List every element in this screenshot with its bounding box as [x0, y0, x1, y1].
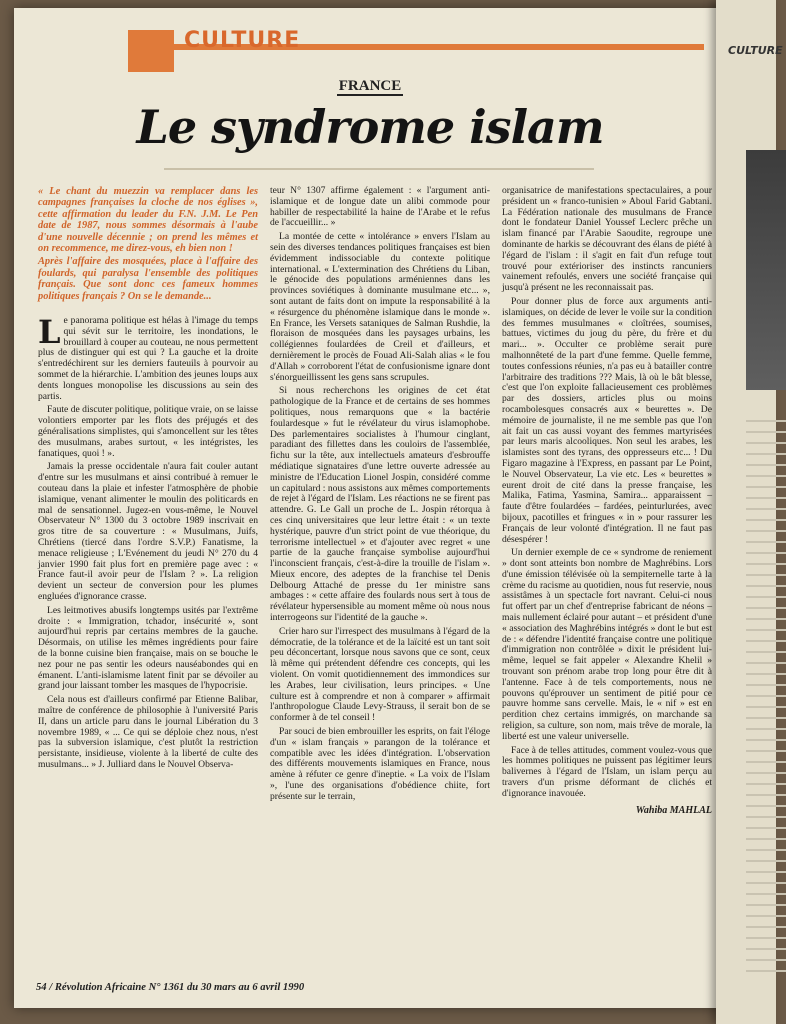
lead-paragraph: [38, 313, 258, 402]
column-3: [502, 186, 712, 816]
paragraph: Crier haro sur l'irrespect des musulmans à l'égard de la démocratie, de la tolérance et de la laïcité est un tant soit peu déconcertant, lorsque nous savons que ce sont, ceux là même qui prétendent défendre ces concepts, qui les violent. On vomit quotidiennement des immondices sur les Arabes, leur civilisation, leurs principes. « Une culture est à comprendre et non à comparer » affirmait l'anthropologue Claude Levy-Strauss, il serait bon de se conformer à de tel conseil !: [270, 625, 490, 724]
chapo-paragraph: « Le chant du muezzin va remplacer dans les campagnes françaises la cloche de nos églises », cette affirmation du leader du F.N. J.M. Le Pen date de 1987, nous sommes désormais à l'aube d'une nouvelle décennie ; on prend les mêmes et on recommence, me direz-vous, eh bien non !: [38, 186, 258, 255]
paragraph: Un dernier exemple de ce « syndrome de reniement » dont sont atteints bon nombre de Maghrébins. Lors d'une émission télévisée où la sempiternelle tarte à la crème du racisme au quotidien, nous fut reservie, nous assistâmes à un spectacle fort navrant. Celui-ci nous fut offert par un chef d'entreprise fabricant de néons – mais nullement éclairé pour autant – et président d'une « association des Maghrébins intégrés » dont le but est de : « défendre l'identité française contre une politique d'immigration non contrôlée » dixit le président lui-même, lequel se fait appeler « Alexandre Khelil » trouvant son prénom arabe trop long pour être dit à l'antenne. Face à de tels comportements, nous ne pouvons qu'éprouver un sentiment de pitié pour ce pauvre homme sans cervelle. Mais, le « nif » est en perdition chez certains immigrés, on marchande sa religion, sa culture, son nom, mais trêve de morale, la liberté est une valeur universelle.: [502, 547, 712, 742]
lead-text: e panorama politique est hélas à l'image du temps qui sévit sur le territoire, les inondations, le brouillard à couper au couteau, ne nous permettent plus de distinguer qui est qui ? La gauche et la droite s'entredéchirent sur les derniers fauteuils à pourvoir au sommet de la hiérarchie. L'ambition des jeunes loups aux dents longues monopolise les discussions au sein des partis.: [38, 315, 258, 402]
kicker-text: FRANCE: [338, 78, 402, 94]
adjacent-page-photo: [746, 150, 786, 390]
column-1: [38, 186, 258, 774]
paragraph: Cela nous est d'ailleurs confirmé par Etienne Balibar, maître de conférence de philosophie à l'université Paris II, dans un article paru dans le journal Libération du 3 novembre 1989, « ... Ce qui se déploie chez nous, n'est pas la subversion islamique, c'est plutôt la restriction persistante, insidieuse, violente à la liberté de culte des musulmans... » J. Julliard dans le Nouvel Observa-: [38, 694, 258, 770]
dropcap: L: [38, 313, 61, 352]
headline: Le syndrome islam: [136, 100, 604, 154]
chapo: [38, 186, 258, 302]
paragraph: organisatrice de manifestations spectaculaires, a pour président un « franco-tunisien » Aboul Farid Gabtani. La Fédération nationale des musulmans de France dont le fondateur Daniel Youssef Leclerc prêche un islam financé par l'Arabie Saoudite, regroupe une dominante de harkis se découvrant des élans de piété à l'égard de l'islam : il s'agit en fait d'un refuge tout trouvé pour extérioriser des instincts rancuniers vainement refoulés, envers une société française qui jusqu'à présent ne les reconnaissait pas.: [502, 185, 712, 294]
paragraph: Face à de telles attitudes, comment voulez-vous que les hommes politiques ne puissent pas légitimer leurs balivernes à l'égard de l'Islam, un islam perçu au travers d'un prisme déformant de clichés et d'ignorance inavouée.: [502, 744, 712, 799]
paragraph: Faute de discuter politique, politique vraie, on se laisse volontiers emporter par les flots des préjugés et des généralisations simplistes, qui s'amoncellent sur les têtes des musulmans, arabes surtout, « les intégristes, les fanatiques, quoi ! ».: [38, 404, 259, 459]
paragraph: teur N° 1307 affirme également : « l'argument anti-islamique et de longue date un alibi commode pour habiller de respectabilité la haine de l'Arabe et le refus de l'accueillir... »: [270, 185, 490, 229]
page-footer: 54 / Révolution Africaine N° 1361 du 30 mars au 6 avril 1990: [36, 982, 305, 993]
paragraph: Pour donner plus de force aux arguments anti-islamiques, on décide de lever le voile sur la condition des femmes musulmanes « cloîtrées, soumises, battues, victimes du joug du père, du frère et du mari... ». Occulter ce problème serait pure malhonnêteté de la part d'une femme. Quelle femme, toutes confessions réunies, n'a pas eu à batailler contre l'arbitraire des traditions ??? Mais, là où le bât blesse, c'est que l'on exploite fallacieusement ces problèmes par des dossiers, articles plus ou moins rocambolesques consacrés aux « beurettes ». De mémoire de journaliste, il ne me semble pas que l'on ait fait un cas aussi voyant des femmes martyrisées par leurs maris alcooliques. Non seul les arabes, les islamistes sont des tyrans, des oppresseurs etc... ! Du Figaro magazine à l'Express, en passant par Le Point, le Nouvel Observateur, La vie etc. Les « beurettes » eurent droit de cité dans la presse française, les Malika, Fatima, Yasmina, Samira... apparaissent – faute d'être foulardées – fardées, peinturlurées, avec bijoux, pacotilles et fringues « in » pour rassurer les Français de leur volonté d'intégration. Il ne faut pas désespérer !: [502, 295, 712, 545]
rubric-block: [128, 30, 174, 72]
adjacent-page-text: [746, 420, 786, 980]
adjacent-page: [716, 0, 783, 1024]
paragraph: La montée de cette « intolérance » envers l'Islam au sein des diverses tendances politiques françaises est bien évidemment indissociable du contexte politique international. « L'extermination des Chrétiens du Liban, le génocide des populations arméniennes dans les provinces soviétiques à dominante musulmane etc... », sont autant de faits dont on impute la responsabilité à la « résurgence du phénomène islamique dans le monde ». En France, les Versets sataniques de Salman Rushdie, la floraison de mosquées dans les paysages urbains, les collégiennes foulardées de Creil et d'ailleurs, et dernièrement le procès de Fouad Ali-Salah alias « le fou d'Allah » corroborent l'état de confusionisme ignare dont s'énorgueillissent les gens sans scrupules.: [270, 231, 490, 383]
headline-rule: [164, 168, 594, 170]
column-2: [270, 186, 490, 806]
paragraph: Jamais la presse occidentale n'aura fait couler autant d'entre sur les musulmans et ainsi contribué à remuer le couteau dans la plaie et infester l'atmosphère de phobie islamique, venant alimenter le moulin des politicards en mal de sensationnel. Jugez-en vous-même, le Nouvel Observateur N° 1300 du 3 octobre 1989 inscrivait en gros titre de sa couverture : « Musulmans, Juifs, Chrétiens (tiercé dans l'ordre S.V.P.) Fanatisme, la menace religieuse ; L'Evénement du jeudi N° 270 du 4 janvier 1990 fait plus fort en première page avec : « France faut-il avoir peur de l'Islam ? ». La religion devient un secteur de conversion pour les plumes engluées d'ignorance crasse.: [38, 461, 258, 602]
paragraph: Les leitmotives abusifs longtemps usités par l'extrême droite : « Immigration, tchador, insécurité », sont aujourd'hui repris par certains membres de la gauche. Désormais, on utilise les mêmes ingrédients pour faire de la bonne cuisine bien française, mais on se bouche le nez pour ne pas sentir les odeurs nauséabondes qui en émanent. L'anti-islamisme latent finit par se dévoiler au grand jour laissant tomber les masques de l'hypocrisie.: [38, 604, 258, 692]
chapo-paragraph: Après l'affaire des mosquées, place à l'affaire des foulards, qui paralysa l'ensemble des politiques français. Que sont donc ces fameux hommes politiques français ? On se le demande...: [38, 256, 258, 302]
paragraph: Si nous recherchons les origines de cet état pathologique de la France et de certains de ses hommes politiques, nous remarquons que « la bactérie foulardesque » fut le révélateur du virus islamophobe. Des parlementaires socialistes à l'humour cinglant, paradiant des fillettes dans les couloirs de l'assemblée, fichu sur la tête, aux intellectuels amateurs d'esbrouffe médiatique signataires d'une lettre ouverte adressée au ministre de l'Education Lionel Jospin, considéré comme un capitulard : nous assistons aux mêmes comportements de rejet à l'égard de l'Islam. Les réactions ne se firent pas attendre. G. Le Gall un proche de L. Jospin rétorqua à ces cinq universitaires que leur lettre était : « un texte hystérique, pauvre d'un strict point de vue théorique, du terrorisme intellectuel » et d'ajouter avec regret « une partie de la gauche française symbolise aujourd'hui l'inconscient français, c'est-à-dire la trouille de l'islam ». Mieux encore, des adeptes de la franchise tel Denis Delbourg Attaché de presse du 1er ministre sans ambages : « cette affaire des foulards nous sert à tous de révélateur hypersensible au moment même où nous nous interrogeons sur l'identité de la gauche ».: [270, 385, 490, 624]
magazine-page: [14, 8, 726, 1008]
kicker: [14, 78, 726, 95]
paragraph: Par souci de bien embrouiller les esprits, on fait l'éloge d'un « islam français » parangon de la tolérance et compatible avec les idées d'intégration. L'observation des différents mouvements islamiques en France, nous amène à réfuter ce genre d'ineptie. « La voix de l'Islam », l'une des organisations d'obédience chiite, fort présente sur le terrain,: [270, 726, 490, 802]
author-signature: Wahiba MAHLAL: [635, 804, 712, 816]
rubric-label: CULTURE: [184, 28, 301, 53]
adjacent-page-tag: CULTURE: [728, 44, 783, 57]
